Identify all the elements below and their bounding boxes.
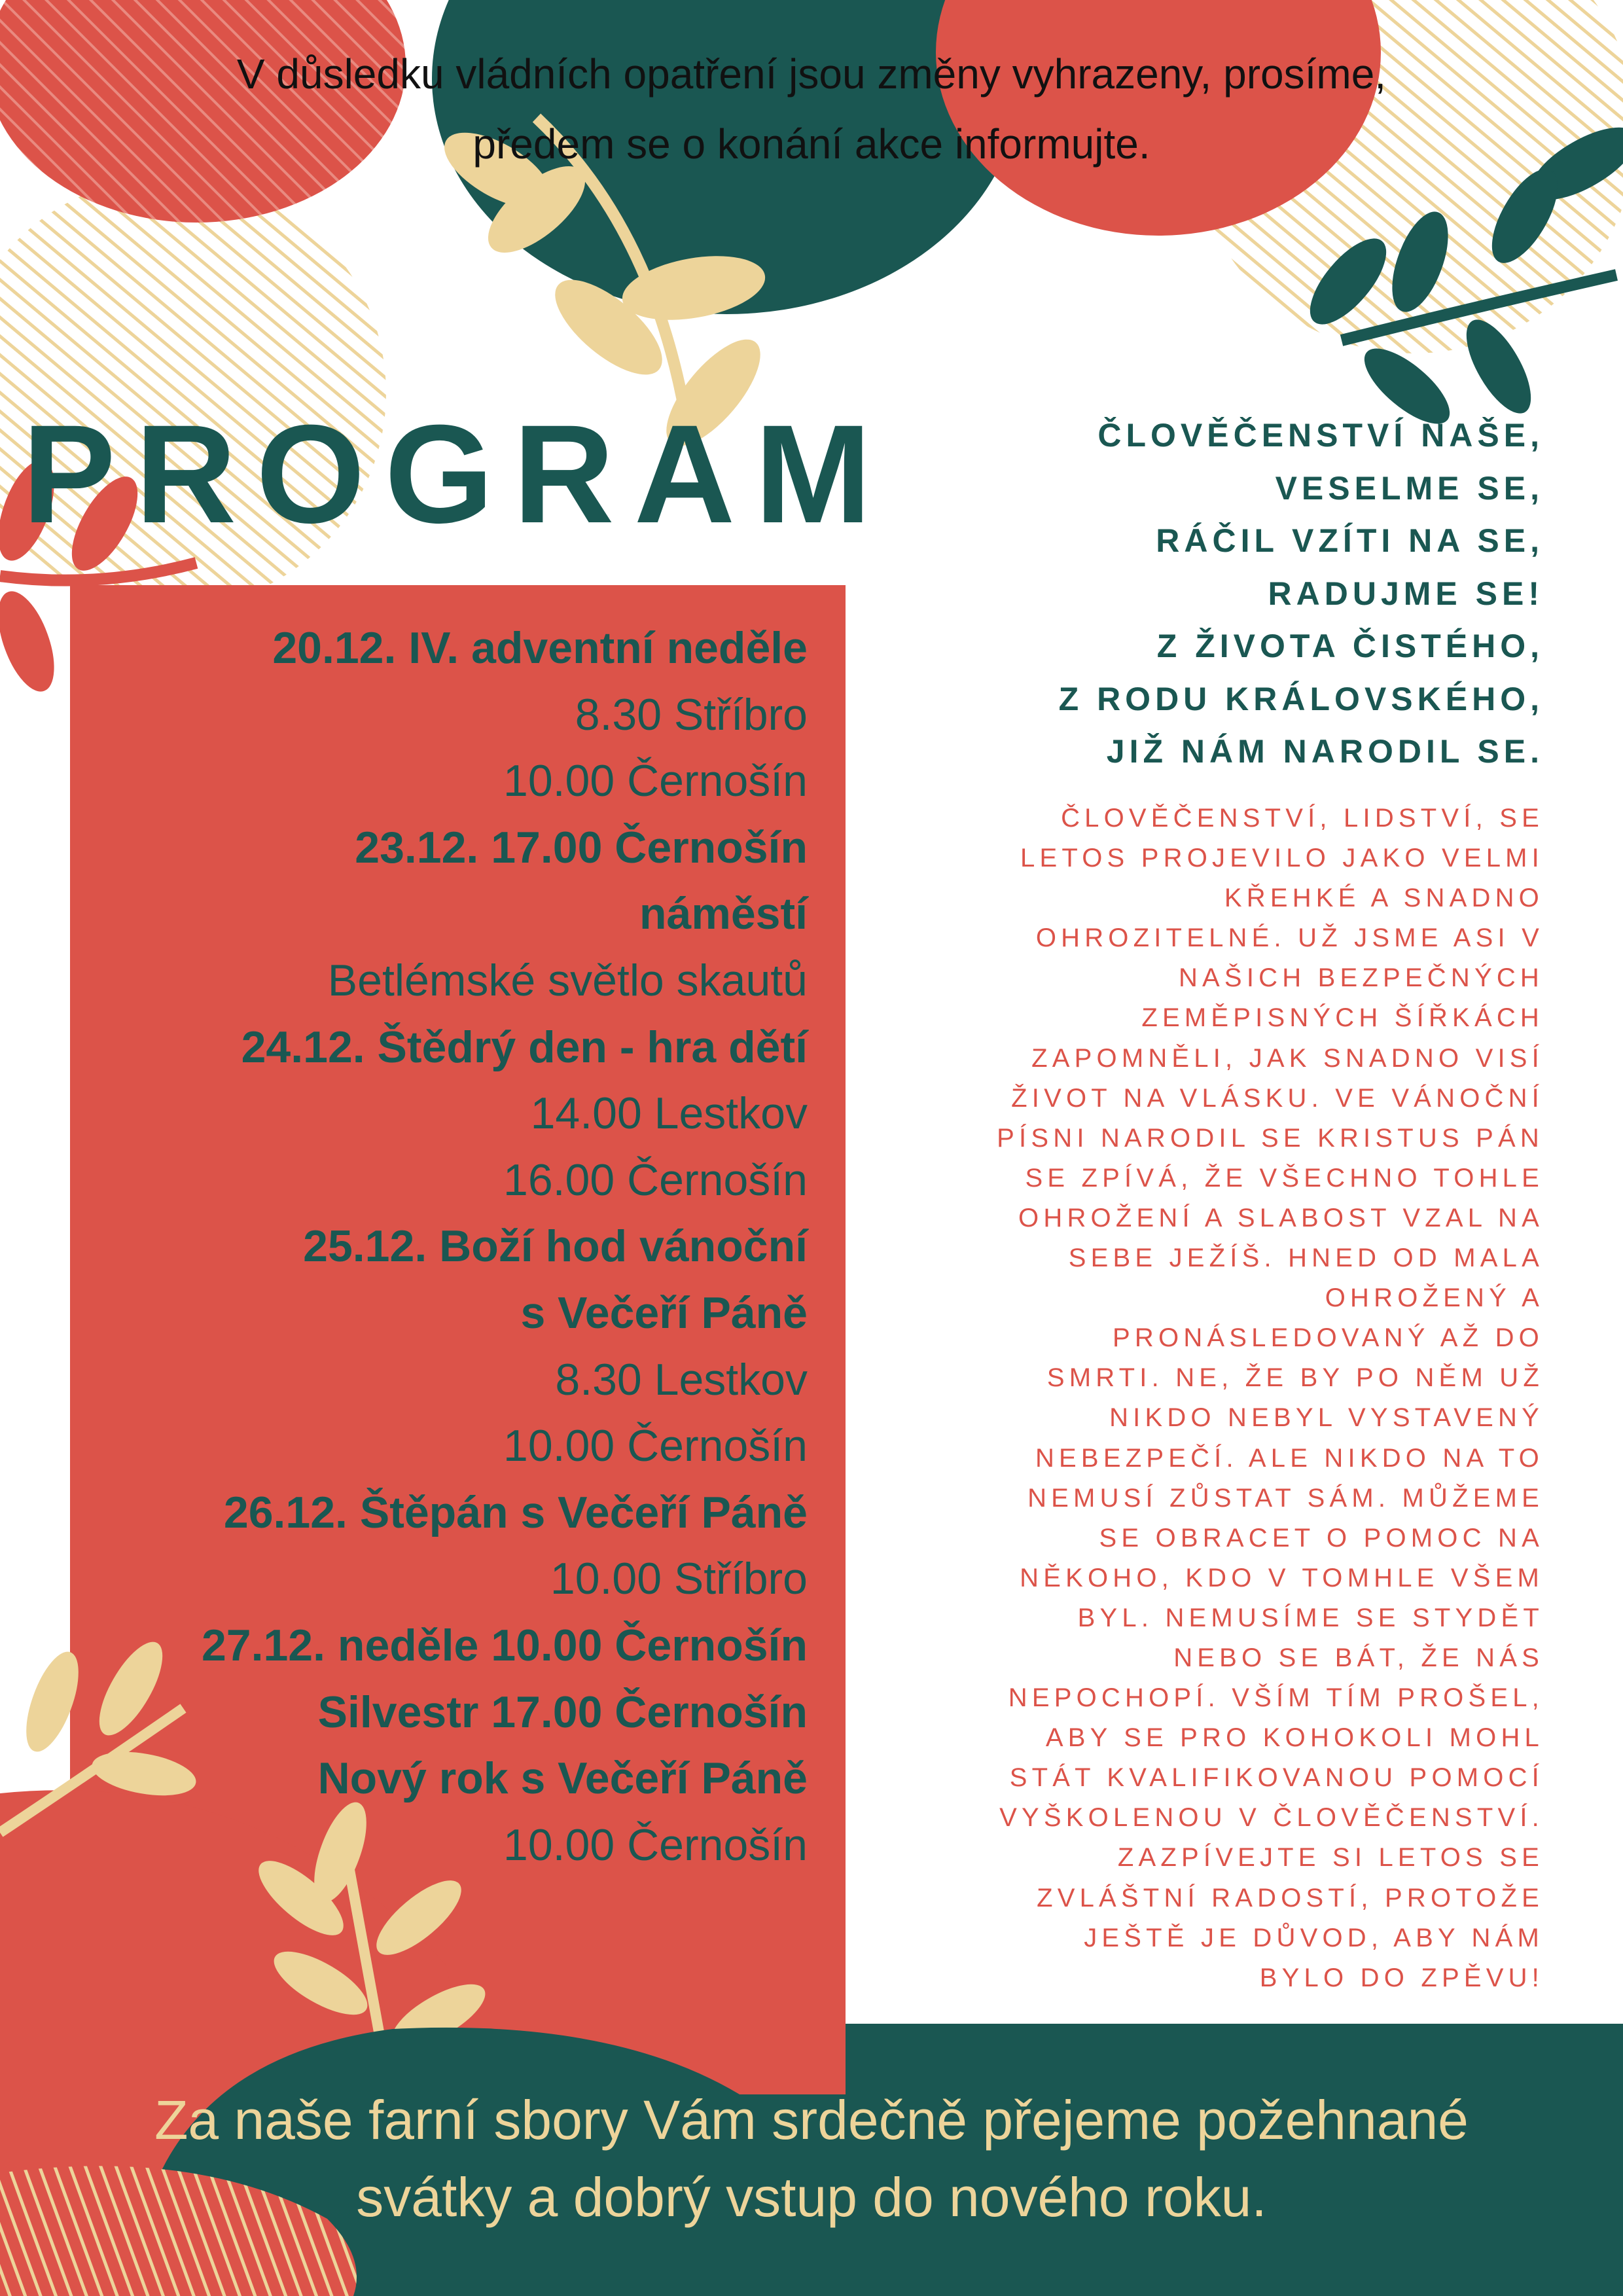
reflection-line: NEMUSÍ ZŮSTAT SÁM. MŮŽEME: [1027, 1483, 1544, 1513]
closing-greeting: [0, 2081, 1623, 2236]
verse-line: ČLOVĚČENSTVÍ NAŠE,: [1097, 417, 1544, 454]
schedule-line: 8.30 Stříbro: [575, 689, 808, 740]
verse-line: Z RODU KRÁLOVSKÉHO,: [1058, 680, 1544, 717]
reflection-line: LETOS PROJEVILO JAKO VELMI: [1020, 844, 1544, 873]
schedule-line: 8.30 Lestkov: [555, 1354, 808, 1405]
verse-line: VESELME SE,: [1275, 469, 1544, 507]
schedule-line: s Večeří Páně: [520, 1287, 808, 1338]
reflection-line: STÁT KVALIFIKOVANOU POMOCÍ: [1009, 1763, 1544, 1793]
reflection-line: SEBE JEŽÍŠ. HNED OD MALA: [1068, 1244, 1544, 1273]
reflection-line: ZAPOMNĚLI, JAK SNADNO VISÍ: [1031, 1043, 1544, 1073]
closing-line: svátky a dobrý vstup do nového roku.: [356, 2166, 1267, 2228]
schedule-line: Nový rok s Večeří Páně: [317, 1753, 808, 1804]
service-schedule: [202, 615, 808, 1878]
reflection-line: BYL. NEMUSÍME SE STYDĚT: [1077, 1603, 1544, 1632]
schedule-line: 24.12. Štědrý den - hra dětí: [241, 1022, 808, 1072]
reflection-line: ŽIVOT NA VLÁSKU. VE VÁNOČNÍ: [1011, 1083, 1544, 1113]
reflection-line: PÍSNI NARODIL SE KRISTUS PÁN: [997, 1123, 1544, 1153]
reflection-line: NIKDO NEBYL VYSTAVENÝ: [1109, 1403, 1544, 1433]
schedule-line: 14.00 Lestkov: [530, 1088, 808, 1139]
schedule-line: 10.00 Černošín: [503, 756, 808, 806]
schedule-line: 10.00 Stříbro: [550, 1554, 808, 1604]
schedule-line: 25.12. Boží hod vánoční: [303, 1221, 808, 1272]
notice-line: V důsledku vládních opatření jsou změny vyhrazeny, prosíme,: [236, 50, 1387, 98]
schedule-line: 10.00 Černošín: [503, 1421, 808, 1471]
reflection-line: ZEMĚPISNÝCH ŠÍŘKÁCH: [1141, 1003, 1544, 1033]
verse-line: JIŽ NÁM NARODIL SE.: [1106, 733, 1544, 770]
schedule-line: 20.12. IV. adventní neděle: [272, 623, 808, 673]
schedule-line: 27.12. neděle 10.00 Černošín: [201, 1620, 808, 1670]
reflection-line: PRONÁSLEDOVANÝ AŽ DO: [1113, 1323, 1544, 1353]
schedule-line: Silvestr 17.00 Černošín: [317, 1687, 808, 1737]
reflection-line: SE OBRACET O POMOC NA: [1099, 1523, 1544, 1552]
reflection-text: [997, 798, 1544, 1998]
reflection-line: ABY SE PRO KOHOKOLI MOHL: [1045, 1723, 1544, 1753]
reflection-line: ČLOVĚČENSTVÍ, LIDSTVÍ, SE: [1061, 804, 1544, 833]
reflection-line: ZVLÁŠTNÍ RADOSTÍ, PROTOŽE: [1037, 1883, 1544, 1912]
reflection-line: JEŠTĚ JE DŮVOD, ABY NÁM: [1084, 1923, 1544, 1952]
schedule-line: 16.00 Černošín: [503, 1155, 808, 1205]
closing-line: Za naše farní sbory Vám srdečně přejeme požehnané: [154, 2089, 1469, 2151]
reflection-line: VYŠKOLENOU V ČLOVĚČENSTVÍ.: [999, 1803, 1544, 1833]
reflection-line: ZAZPÍVEJTE SI LETOS SE: [1117, 1843, 1544, 1873]
reflection-line: NAŠICH BEZPEČNÝCH: [1178, 963, 1544, 993]
reflection-line: OHROŽENÍ A SLABOST VZAL NA: [1018, 1203, 1544, 1232]
verse-line: RADUJME SE!: [1268, 575, 1544, 612]
notice: [0, 39, 1623, 179]
schedule-line: Betlémské světlo skautů: [327, 955, 808, 1005]
reflection-line: BYLO DO ZPĚVU!: [1259, 1963, 1544, 1992]
page-title: PROGRAM: [22, 396, 891, 552]
reflection-line: NEBO SE BÁT, ŽE NÁS: [1173, 1643, 1544, 1672]
schedule-line: náměstí: [639, 889, 808, 939]
notice-line: předem se o konání akce informujte.: [473, 120, 1150, 168]
schedule-line: 26.12. Štěpán s Večeří Páně: [223, 1487, 808, 1537]
reflection-line: SE ZPÍVÁ, ŽE VŠECHNO TOHLE: [1025, 1163, 1544, 1193]
reflection-line: NEBEZPEČÍ. ALE NIKDO NA TO: [1035, 1443, 1544, 1473]
reflection-line: OHROŽENÝ A: [1325, 1283, 1544, 1313]
reflection-line: NĚKOHO, KDO V TOMHLE VŠEM: [1020, 1563, 1544, 1592]
schedule-line: 23.12. 17.00 Černošín: [355, 822, 808, 872]
verse-line: Z ŽIVOTA ČISTÉHO,: [1156, 628, 1544, 664]
verse-line: RÁČIL VZÍTI NA SE,: [1156, 522, 1544, 559]
reflection-line: OHROZITELNÉ. UŽ JSME ASI V: [1035, 924, 1544, 953]
schedule-line: 10.00 Černošín: [503, 1820, 808, 1870]
reflection-line: KŘEHKÉ A SNADNO: [1224, 884, 1544, 913]
reflection-line: NEPOCHOPÍ. VŠÍM TÍM PROŠEL,: [1008, 1683, 1544, 1713]
reflection-line: SMRTI. NE, ŽE BY PO NĚM UŽ: [1046, 1363, 1544, 1393]
carol-verse: [1059, 409, 1544, 778]
